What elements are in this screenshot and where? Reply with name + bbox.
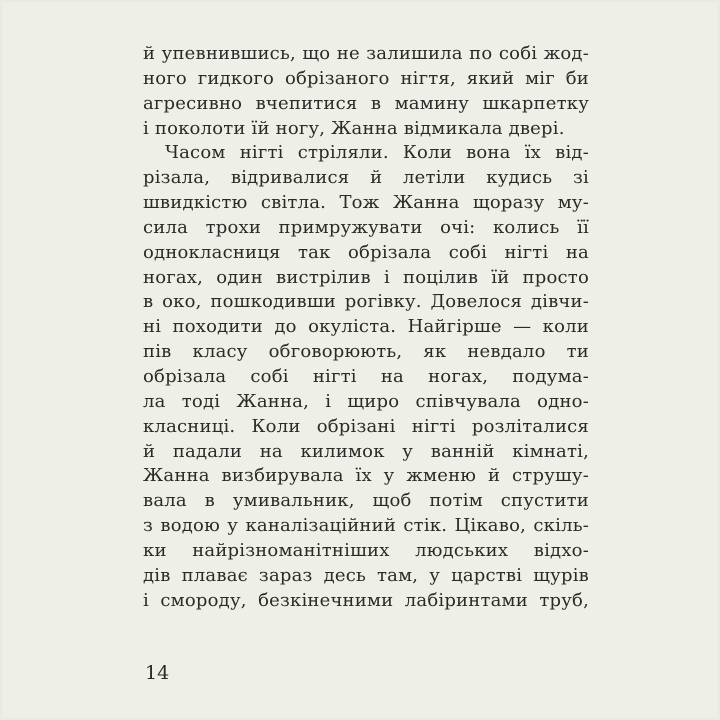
text-line: ки найрізноманітніших людських відхо- <box>143 539 589 561</box>
book-page <box>2 2 718 718</box>
text-line: обрізала собі нігті на ногах, подума- <box>143 365 589 387</box>
text-line: класниці. Коли обрізані нігті розліталися <box>143 415 589 437</box>
text-line: дів плаває зараз десь там, у царстві щурів <box>143 564 589 586</box>
text-line: однокласниця так обрізала собі нігті на <box>143 241 589 263</box>
text-line: швидкістю світла. Тож Жанна щоразу му- <box>143 192 589 214</box>
text-line: ні походити до окуліста. Найгірше — коли <box>143 316 589 338</box>
text-line: різала, відривалися й летіли кудись зі <box>143 167 589 189</box>
body-text <box>143 42 589 613</box>
text-line: в око, пошкодивши рогівку. Довелося дівчи- <box>143 291 589 313</box>
text-line: ногах, один вистрілив і поцілив їй просто <box>143 266 589 288</box>
text-line: пів класу обговорюють, як невдало ти <box>143 341 589 363</box>
text-line: й упевнившись, що не залишила по собі жод- <box>143 43 589 64</box>
text-line: Часом нігті стріляли. Коли вона їх від- <box>165 142 589 164</box>
text-line: і поколоти їй ногу, Жанна відмикала двері. <box>143 117 565 139</box>
text-line: агресивно вчепитися в мамину шкарпетку <box>143 92 589 114</box>
text-line: й падали на килимок у ванній кімнаті, <box>143 440 589 462</box>
text-line: Жанна визбирувала їх у жменю й струшу- <box>143 465 589 487</box>
text-line: вала в умивальник, щоб потім спустити <box>143 490 589 512</box>
text-line: і смороду, безкінечними лабіринтами труб, <box>143 589 589 611</box>
text-line: ла тоді Жанна, і щиро співчувала одно- <box>143 390 589 412</box>
text-line: ного гидкого обрізаного нігтя, який міг би <box>143 67 589 89</box>
text-line: з водою у каналізаційний стік. Цікаво, скіль- <box>143 515 589 537</box>
page-number: 14 <box>145 662 170 684</box>
text-line: сила трохи примружувати очі: колись її <box>143 216 589 238</box>
